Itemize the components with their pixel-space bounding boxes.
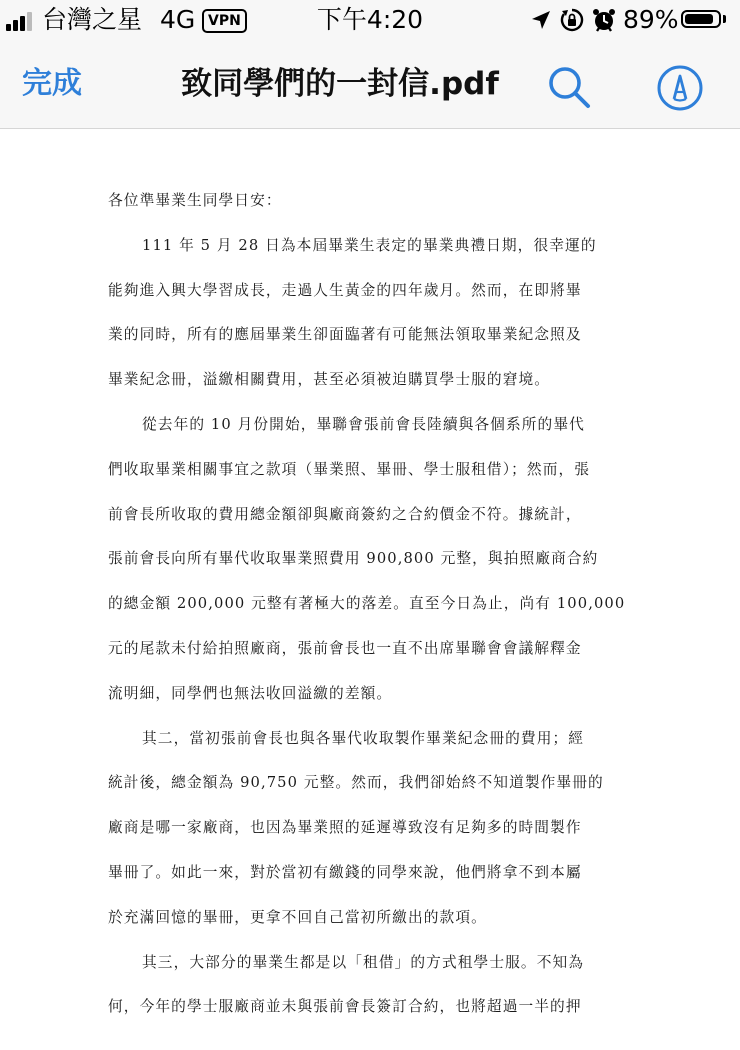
- doc-line: 的總金額 200,000 元整有著極大的落差。直至今日為止，尚有 100,000: [108, 595, 626, 613]
- carrier-name: 台灣之星: [42, 5, 143, 34]
- doc-line: 統計後，總金額為 90,750 元整。然而，我們卻始終不知道製作畢冊的: [108, 774, 604, 792]
- doc-line: 其三，大部分的畢業生都是以「租借」的方式租學士服。不知為: [142, 953, 585, 971]
- doc-line: 各位準畢業生同學日安：: [108, 192, 282, 209]
- doc-line: 從去年的 10 月份開始，畢聯會張前會長陸續與各個系所的畢代: [142, 415, 585, 433]
- letter-body: [108, 179, 628, 1030]
- doc-line: 前會長所收取的費用總金額卻與廠商簽約之合約價金不符。據統計，: [108, 505, 582, 523]
- battery-cap: [723, 15, 726, 23]
- doc-line: 於充滿回憶的畢冊，更拿不回自己當初所繳出的款項。: [108, 908, 487, 926]
- doc-line: 廠商是哪一家廠商，也因為畢業照的延遲導致沒有足夠多的時間製作: [108, 819, 582, 837]
- doc-line: 畢冊了。如此一來，對於當初有繳錢的同學來說，他們將拿不到本屬: [108, 863, 582, 881]
- doc-line: 們收取畢業相關事宜之款項（畢業照、畢冊、學士服租借）；然而，張: [108, 460, 591, 478]
- alarm-icon: [592, 7, 616, 33]
- status-bar: [0, 0, 740, 40]
- doc-line: 111 年 5 月 28 日為本屆畢業生表定的畢業典禮日期，很幸運的: [142, 236, 597, 254]
- doc-line: 張前會長向所有畢代收取畢業照費用 900,800 元整，與拍照廠商合約: [108, 550, 599, 568]
- doc-line: 業的同時，所有的應屆畢業生卻面臨著有可能無法領取畢業紀念照及: [108, 326, 582, 344]
- doc-line: 能夠進入興大學習成長，走過人生黃金的四年歲月。然而，在即將畢: [108, 281, 582, 299]
- search-icon[interactable]: [546, 64, 592, 110]
- navigation-bar: [0, 40, 740, 129]
- orientation-lock-icon: [560, 8, 584, 32]
- document-title: 致同學們的一封信.pdf: [181, 66, 499, 102]
- doc-line: 元的尾款未付給拍照廠商，張前會長也一直不出席畢聯會會議解釋金: [108, 639, 582, 657]
- done-button[interactable]: 完成: [22, 66, 82, 101]
- status-time: 下午4:20: [316, 5, 424, 34]
- doc-line: 流明細，同學們也無法收回溢繳的差額。: [108, 684, 393, 702]
- pdf-page[interactable]: [0, 129, 740, 1050]
- vpn-badge: VPN: [202, 9, 247, 33]
- battery-icon: [681, 10, 721, 28]
- network-type: 4G: [160, 5, 196, 34]
- battery-percent: 89%: [623, 5, 679, 34]
- doc-line: 畢業紀念冊，溢繳相關費用，甚至必須被迫購買學士服的窘境。: [108, 371, 551, 389]
- markup-icon[interactable]: [656, 64, 704, 112]
- battery-fill: [685, 14, 713, 24]
- location-arrow-icon: [530, 9, 552, 31]
- doc-line: 何，今年的學士服廠商並未與張前會長簽訂合約，也將超過一半的押: [108, 998, 582, 1016]
- doc-line: 其二，當初張前會長也與各畢代收取製作畢業紀念冊的費用；經: [142, 729, 585, 747]
